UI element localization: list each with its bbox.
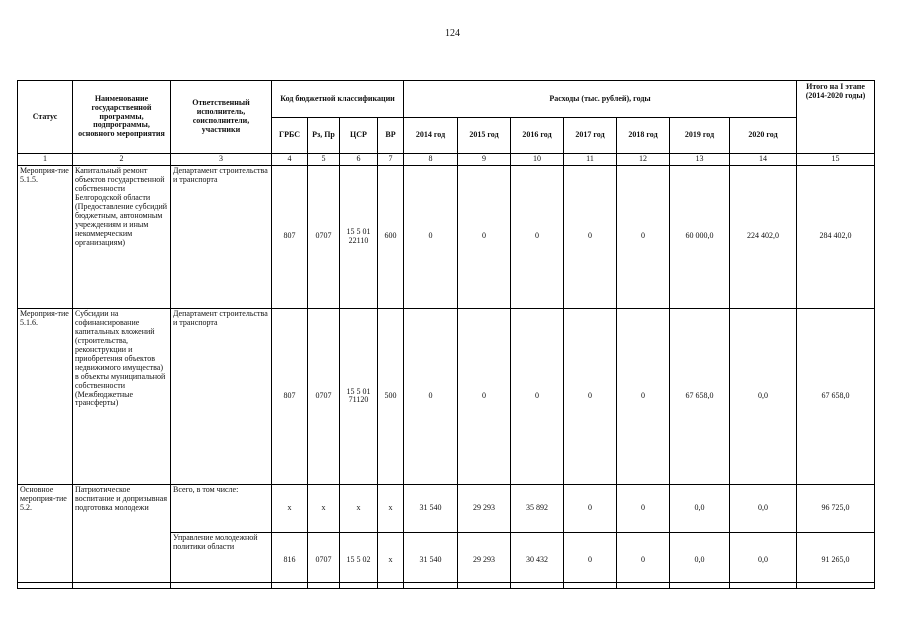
row-value-2015: 29 293 (458, 484, 511, 532)
row-value-2019: 60 000,0 (670, 165, 730, 308)
row-csr: x (340, 484, 378, 532)
header-budget-code: Код бюджетной классификации (272, 81, 404, 118)
row-value-2014: 0 (404, 165, 458, 308)
row-responsible: Департамент строительства и транспорта (171, 308, 272, 484)
column-number: 7 (378, 154, 404, 166)
row-value-2017: 0 (564, 308, 617, 484)
row-vr: 600 (378, 165, 404, 308)
header-rz-pr: Рз, Пр (308, 118, 340, 154)
row-value-2017: 0 (564, 484, 617, 532)
row-value-2014: 0 (404, 308, 458, 484)
row-value-2020: 224 402,0 (730, 165, 797, 308)
header-year-2016: 2016 год (511, 118, 564, 154)
row-value-2015: 0 (458, 308, 511, 484)
row-grbs: 816 (272, 532, 308, 588)
row-rz-pr: x (308, 484, 340, 532)
header-name: Наименование государственной программы, подпрограммы, основного мероприятия (73, 81, 171, 154)
row-responsible: Департамент строительства и транспорта (171, 165, 272, 308)
column-number: 11 (564, 154, 617, 166)
row-vr: 500 (378, 308, 404, 484)
row-value-2020: 0,0 (730, 532, 797, 588)
column-number: 4 (272, 154, 308, 166)
row-total: 91 265,0 (797, 532, 875, 588)
row-total: 284 402,0 (797, 165, 875, 308)
column-number: 5 (308, 154, 340, 166)
column-number: 9 (458, 154, 511, 166)
row-value-2019: 0,0 (670, 532, 730, 588)
table-row-5-1-6 (18, 308, 875, 484)
row-value-2017: 0 (564, 165, 617, 308)
row-vr: x (378, 484, 404, 532)
header-year-2014: 2014 год (404, 118, 458, 154)
budget-table (17, 80, 875, 589)
row-rz-pr: 0707 (308, 165, 340, 308)
header-total: Итого на I этапе (2014-2020 годы) (797, 81, 875, 154)
row-responsible: Управление молодежной политики области (171, 532, 272, 588)
column-number: 15 (797, 154, 875, 166)
page-number: 124 (445, 28, 460, 39)
header-responsible: Ответственный исполнитель, соисполнители, участники (171, 81, 272, 154)
header-year-2019: 2019 год (670, 118, 730, 154)
row-grbs: 807 (272, 165, 308, 308)
row-value-2019: 0,0 (670, 484, 730, 532)
row-value-2016: 0 (511, 308, 564, 484)
column-number: 6 (340, 154, 378, 166)
row-name: Капитальный ремонт объектов государственной собственности Белгородской области (Предоставление субсидий бюджетным, автономным учреждениям и иным некоммерческим организациям) (73, 165, 171, 308)
row-value-2018: 0 (617, 308, 670, 484)
row-value-2018: 0 (617, 532, 670, 588)
row-value-2017: 0 (564, 532, 617, 588)
row-value-2014: 31 540 (404, 532, 458, 588)
row-value-2016: 30 432 (511, 532, 564, 588)
row-responsible: Всего, в том числе: (171, 484, 272, 532)
table-row-5-1-5 (18, 165, 875, 308)
row-grbs: 807 (272, 308, 308, 484)
header-year-2015: 2015 год (458, 118, 511, 154)
row-value-2018: 0 (617, 165, 670, 308)
header-grbs: ГРБС (272, 118, 308, 154)
column-number: 10 (511, 154, 564, 166)
row-status: Мероприя-тие 5.1.5. (18, 165, 73, 308)
row-status: Мероприя-тие 5.1.6. (18, 308, 73, 484)
column-number-row (18, 154, 875, 166)
column-number: 2 (73, 154, 171, 166)
header-status: Статус (18, 81, 73, 154)
row-csr: 15 5 01 22110 (340, 165, 378, 308)
row-status: Основное мероприя-тие 5.2. (18, 484, 73, 588)
row-value-2015: 0 (458, 165, 511, 308)
row-rz-pr: 0707 (308, 308, 340, 484)
header-expenses: Расходы (тыс. рублей), годы (404, 81, 797, 118)
header-year-2018: 2018 год (617, 118, 670, 154)
header-csr: ЦСР (340, 118, 378, 154)
column-number: 12 (617, 154, 670, 166)
row-total: 96 725,0 (797, 484, 875, 532)
row-grbs: x (272, 484, 308, 532)
header-year-2020: 2020 год (730, 118, 797, 154)
row-name: Субсидии на софинансирование капитальных вложений (строительства, реконструкции и приобретения объектов недвижимого имущества) в объекты муниципальной собственности (Межбюджетные трансферты) (73, 308, 171, 484)
row-value-2016: 35 892 (511, 484, 564, 532)
row-value-2014: 31 540 (404, 484, 458, 532)
column-number: 13 (670, 154, 730, 166)
row-csr: 15 5 02 (340, 532, 378, 588)
row-value-2015: 29 293 (458, 532, 511, 588)
row-value-2019: 67 658,0 (670, 308, 730, 484)
column-number: 3 (171, 154, 272, 166)
table-row-5-2 (18, 484, 875, 532)
row-total: 67 658,0 (797, 308, 875, 484)
row-value-2020: 0,0 (730, 484, 797, 532)
row-name: Патриотическое воспитание и допризывная подготовка молодежи (73, 484, 171, 588)
row-rz-pr: 0707 (308, 532, 340, 588)
column-number: 14 (730, 154, 797, 166)
bottom-rule (17, 582, 875, 583)
row-csr: 15 5 01 71120 (340, 308, 378, 484)
row-vr: x (378, 532, 404, 588)
row-value-2016: 0 (511, 165, 564, 308)
row-value-2018: 0 (617, 484, 670, 532)
column-number: 1 (18, 154, 73, 166)
column-number: 8 (404, 154, 458, 166)
header-vr: ВР (378, 118, 404, 154)
row-value-2020: 0,0 (730, 308, 797, 484)
header-year-2017: 2017 год (564, 118, 617, 154)
